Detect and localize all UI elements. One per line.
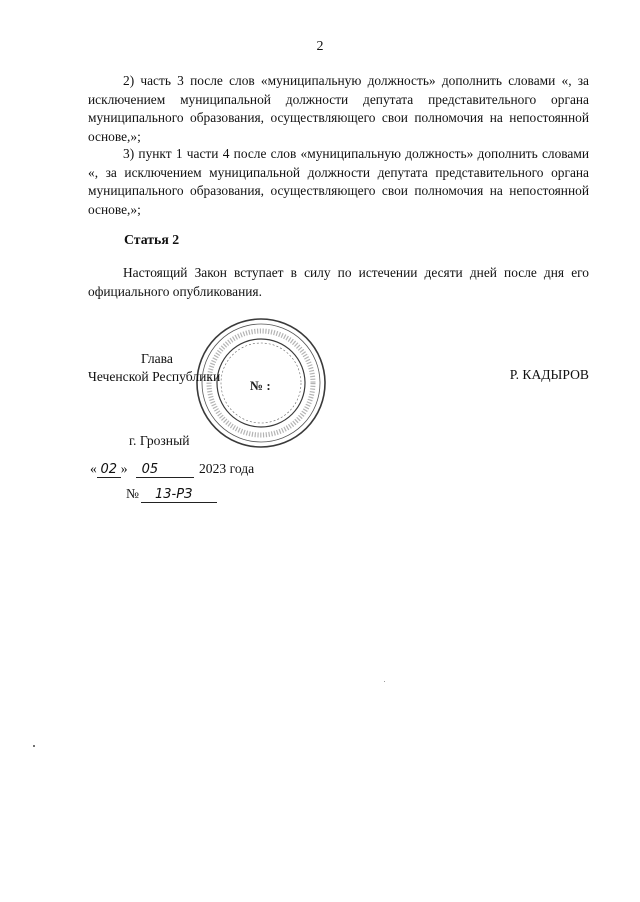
date-close-quote: » xyxy=(120,461,128,476)
date-year: 2023 года xyxy=(199,461,255,476)
signing-date xyxy=(90,461,254,478)
number-sign: № xyxy=(126,486,139,501)
date-day: 02 xyxy=(97,462,121,478)
place-of-signing: г. Грозный xyxy=(129,433,190,448)
scan-speck xyxy=(384,681,385,682)
signer-name: Р. КАДЫРОВ xyxy=(509,367,589,382)
article-heading: Статья 2 xyxy=(124,232,180,247)
list-item-3: 3) пункт 1 части 4 после слов «муниципальную должность» дополнить словами «, за исключением муниципальной должности депутата представительного органа муниципального образования, осуществляющего свои полномочия на непостоянной основе,»; xyxy=(88,146,589,217)
date-open-quote: « xyxy=(90,461,97,476)
number-value: 13-РЗ xyxy=(141,487,217,503)
article-text: Настоящий Закон вступает в силу по истечении десяти дней после дня его официального опубликования. xyxy=(88,265,589,299)
seal-center-text: № : xyxy=(250,378,271,393)
date-month: 05 xyxy=(136,462,194,478)
signer-title-line1: Глава xyxy=(141,351,173,366)
list-item-2: 2) часть 3 после слов «муниципальную должность» дополнить словами «, за исключением муниципальной должности депутата представительного органа муниципального образования, осуществляющего свои полномочия на непостоянной основе,»; xyxy=(88,73,589,144)
signer-title-line2: Чеченской Республики xyxy=(88,369,221,384)
page-number: 2 xyxy=(316,39,324,54)
law-number xyxy=(126,486,217,503)
scan-speck xyxy=(33,745,35,747)
